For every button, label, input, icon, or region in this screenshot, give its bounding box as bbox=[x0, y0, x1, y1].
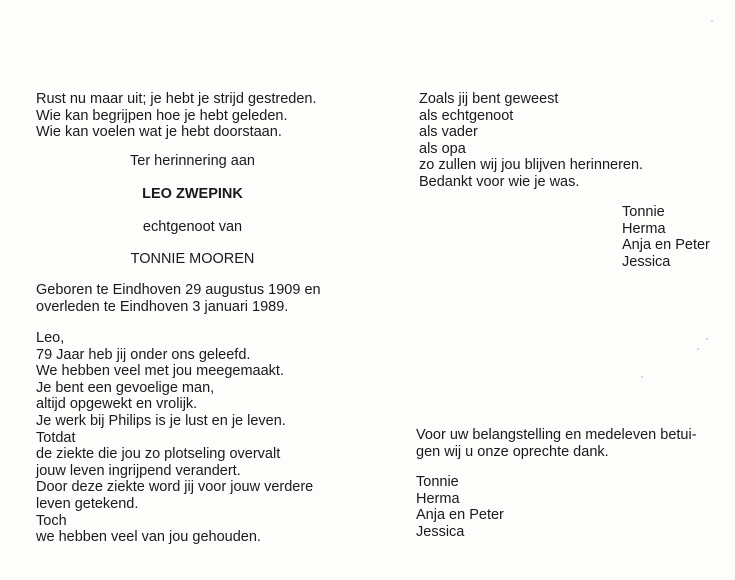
signature-name: Herma bbox=[622, 220, 666, 237]
spouse-name: TONNIE MOOREN bbox=[130, 251, 255, 267]
print-speck bbox=[706, 338, 708, 340]
memorial-heading bbox=[100, 153, 285, 170]
deceased-name-block bbox=[100, 186, 285, 203]
tribute-line: jouw leven ingrijpend verandert. bbox=[36, 462, 241, 479]
poem-line: Rust nu maar uit; je hebt je strijd gestreden. bbox=[36, 91, 317, 107]
birth-line: Geboren te Eindhoven 29 augustus 1909 en bbox=[36, 282, 321, 298]
print-speck bbox=[711, 20, 713, 22]
tribute-line: Totdat bbox=[36, 429, 76, 446]
poem-line: als echtgenoot bbox=[419, 107, 514, 124]
in-memory-text: Ter herinnering aan bbox=[130, 153, 255, 169]
poem-line: als vader bbox=[419, 124, 478, 141]
poem-line: als opa bbox=[419, 140, 466, 157]
thanks-line: Voor uw belangstelling en medeleven betui- bbox=[416, 427, 697, 443]
tribute-line: 79 Jaar heb jij onder ons geleefd. bbox=[36, 346, 251, 363]
death-line: overleden te Eindhoven 3 januari 1989. bbox=[36, 298, 289, 315]
tribute-line: we hebben veel van jou gehouden. bbox=[36, 529, 261, 546]
closing-poem bbox=[419, 91, 643, 191]
poem-line: Zoals jij bent geweest bbox=[419, 91, 559, 107]
tribute-text bbox=[36, 330, 313, 546]
print-speck bbox=[697, 348, 699, 350]
tribute-line: Toch bbox=[36, 512, 67, 529]
print-speck bbox=[641, 376, 643, 378]
signature-name: Tonnie bbox=[622, 204, 665, 220]
tribute-line: Je werk bij Philips is je lust en je leven. bbox=[36, 412, 286, 429]
poem-line: Bedankt voor wie je was. bbox=[419, 173, 580, 190]
signature-name: Jessica bbox=[416, 523, 465, 540]
tribute-line: Je bent een gevoelige man, bbox=[36, 379, 215, 396]
spouse-name-block bbox=[100, 251, 285, 268]
deceased-name: LEO ZWEPINK bbox=[142, 186, 243, 202]
signature-name: Anja en Peter bbox=[622, 237, 710, 254]
tribute-line: altijd opgewekt en vrolijk. bbox=[36, 396, 198, 413]
spouse-of-block bbox=[100, 219, 285, 236]
tribute-line: de ziekte die jou zo plotseling overvalt bbox=[36, 446, 281, 463]
poem-line: Wie kan voelen wat je hebt doorstaan. bbox=[36, 124, 282, 141]
life-dates bbox=[36, 282, 321, 315]
opening-poem bbox=[36, 91, 316, 141]
thanks-text bbox=[416, 427, 697, 460]
poem-line: zo zullen wij jou blijven herinneren. bbox=[419, 157, 644, 174]
signature-name: Tonnie bbox=[416, 474, 459, 490]
signature-name: Herma bbox=[416, 490, 460, 507]
tribute-line: leven getekend. bbox=[36, 495, 139, 512]
tribute-line: Door deze ziekte word jij voor jouw verdere bbox=[36, 479, 314, 496]
family-signatures-bottom bbox=[416, 474, 504, 540]
spouse-of-text: echtgenoot van bbox=[142, 219, 243, 235]
poem-line: Wie kan begrijpen hoe je hebt geleden. bbox=[36, 107, 288, 124]
thanks-line: gen wij u onze oprechte dank. bbox=[416, 443, 609, 460]
signature-name: Jessica bbox=[622, 253, 671, 270]
family-signatures-top bbox=[622, 204, 710, 270]
tribute-line: Leo, bbox=[36, 330, 65, 346]
signature-name: Anja en Peter bbox=[416, 507, 504, 524]
tribute-line: We hebben veel met jou meegemaakt. bbox=[36, 363, 284, 380]
